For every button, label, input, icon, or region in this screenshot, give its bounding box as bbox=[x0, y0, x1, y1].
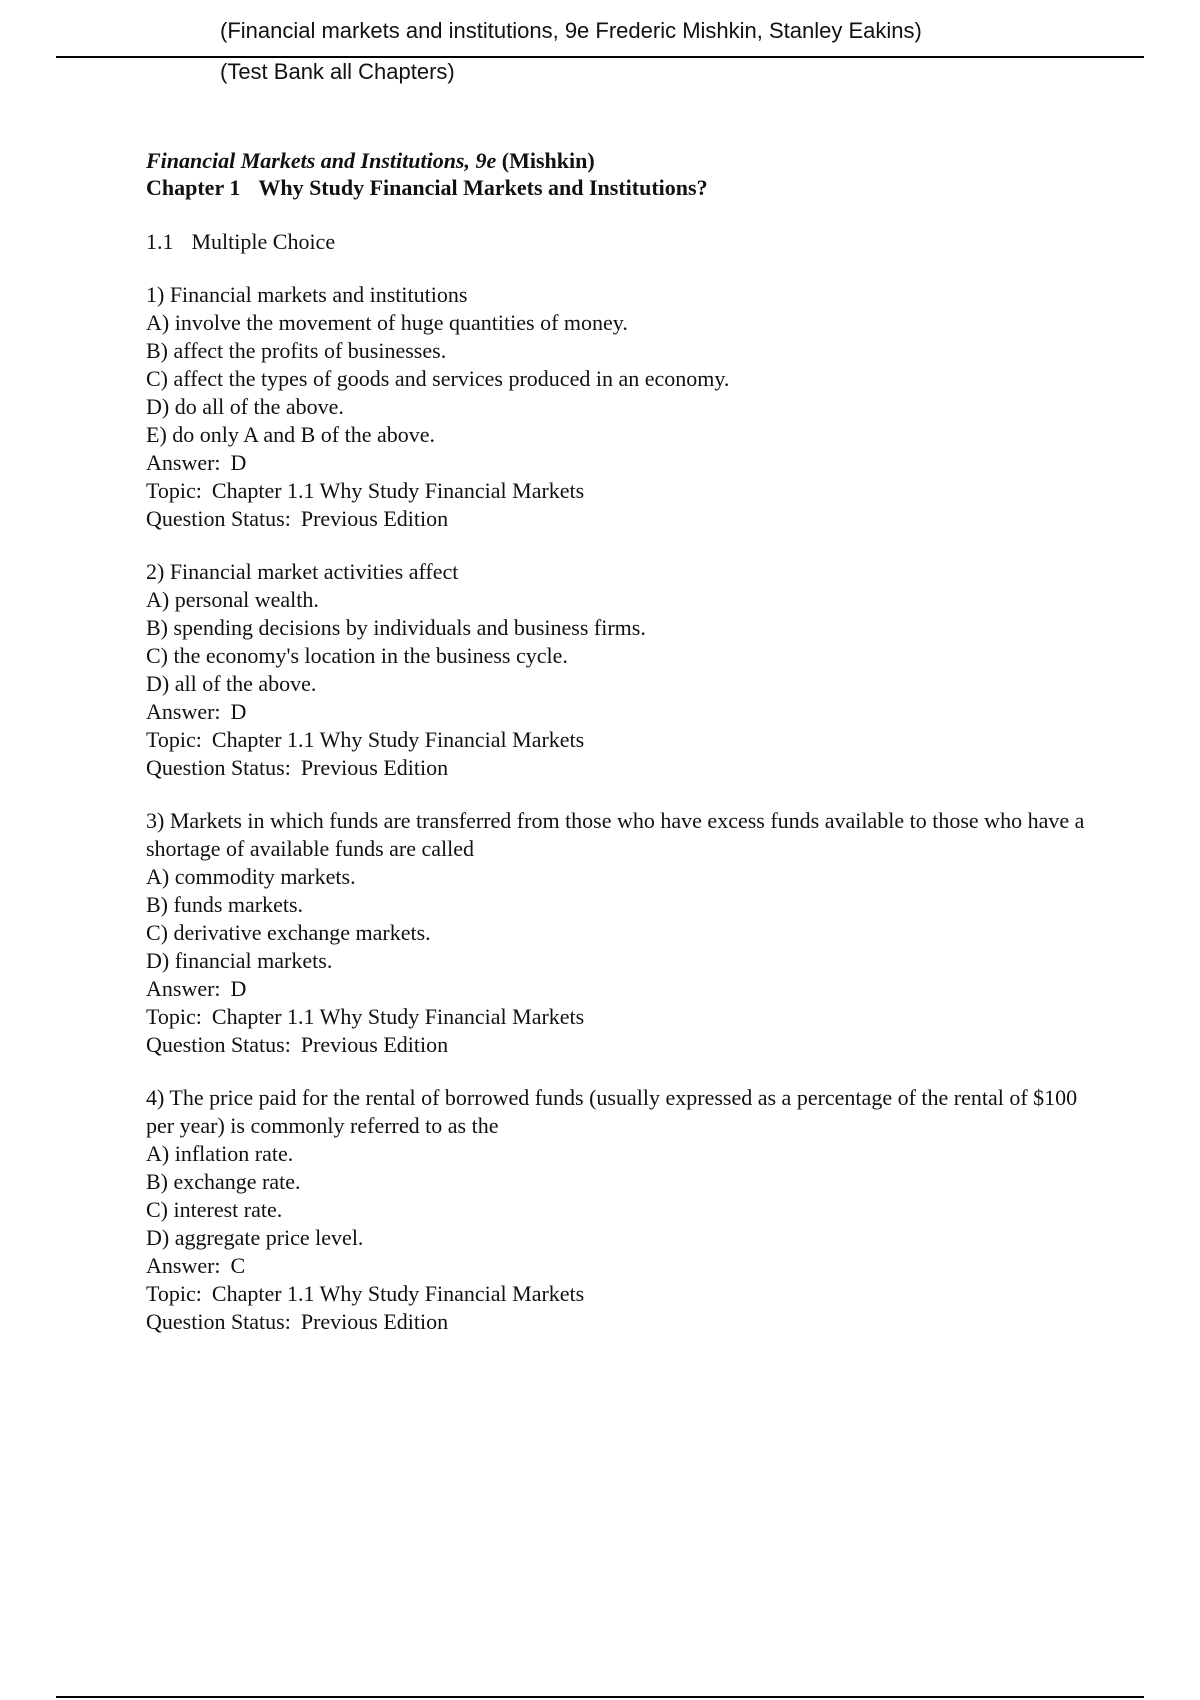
section-title: Multiple Choice bbox=[191, 229, 336, 254]
question-4 bbox=[146, 1084, 1086, 1336]
chapter-title bbox=[146, 174, 1086, 201]
page-header-subtitle: (Test Bank all Chapters) bbox=[220, 59, 455, 84]
topic-line bbox=[146, 1280, 1086, 1308]
topic-value: Chapter 1.1 Why Study Financial Markets bbox=[211, 1004, 585, 1029]
answer-option-c: C) affect the types of goods and services produced in an economy. bbox=[146, 366, 730, 391]
status-line bbox=[146, 1308, 1086, 1336]
topic-label: Topic: bbox=[146, 1281, 202, 1306]
topic-label: Topic: bbox=[146, 1004, 202, 1029]
question-1 bbox=[146, 281, 1086, 533]
answer-line bbox=[146, 449, 1086, 477]
section-number: 1.1 bbox=[146, 229, 174, 254]
answer-label: Answer: bbox=[146, 699, 221, 724]
status-line bbox=[146, 1031, 1086, 1059]
answer-option-b: B) affect the profits of businesses. bbox=[146, 338, 447, 363]
answer-option-e: E) do only A and B of the above. bbox=[146, 422, 436, 447]
status-value: Previous Edition bbox=[300, 506, 449, 531]
book-title bbox=[146, 147, 1086, 174]
footer-divider bbox=[56, 1696, 1144, 1698]
topic-value: Chapter 1.1 Why Study Financial Markets bbox=[211, 727, 585, 752]
chapter-label: Chapter 1 bbox=[146, 175, 241, 200]
answer-line bbox=[146, 975, 1086, 1003]
answer-option-c: C) derivative exchange markets. bbox=[146, 920, 431, 945]
answer-label: Answer: bbox=[146, 1253, 221, 1278]
status-label: Question Status: bbox=[146, 1309, 291, 1334]
status-value: Previous Edition bbox=[300, 755, 449, 780]
answer-value: D bbox=[230, 450, 247, 475]
status-label: Question Status: bbox=[146, 506, 291, 531]
chapter-name: Why Study Financial Markets and Institutions? bbox=[258, 175, 708, 200]
status-label: Question Status: bbox=[146, 1032, 291, 1057]
answer-option-b: B) spending decisions by individuals and business firms. bbox=[146, 615, 646, 640]
question-3 bbox=[146, 807, 1086, 1059]
topic-line bbox=[146, 477, 1086, 505]
answer-option-a: A) commodity markets. bbox=[146, 864, 356, 889]
topic-value: Chapter 1.1 Why Study Financial Markets bbox=[211, 478, 585, 503]
question-stem: 1) Financial markets and institutions bbox=[146, 282, 468, 307]
topic-label: Topic: bbox=[146, 478, 202, 503]
topic-line bbox=[146, 726, 1086, 754]
question-stem: 4) The price paid for the rental of borrowed funds (usually expressed as a percentage of the rental of $100 per year) is commonly referred to as the bbox=[146, 1085, 1078, 1138]
answer-option-b: B) funds markets. bbox=[146, 892, 304, 917]
page-header-title: (Financial markets and institutions, 9e Frederic Mishkin, Stanley Eakins) bbox=[220, 18, 922, 43]
answer-value: D bbox=[230, 699, 247, 724]
topic-label: Topic: bbox=[146, 727, 202, 752]
answer-option-d: D) aggregate price level. bbox=[146, 1225, 364, 1250]
status-line bbox=[146, 754, 1086, 782]
answer-option-d: D) financial markets. bbox=[146, 948, 333, 973]
answer-label: Answer: bbox=[146, 450, 221, 475]
status-value: Previous Edition bbox=[300, 1032, 449, 1057]
book-title-author: (Mishkin) bbox=[501, 148, 595, 173]
status-value: Previous Edition bbox=[300, 1309, 449, 1334]
answer-line bbox=[146, 698, 1086, 726]
question-2 bbox=[146, 558, 1086, 782]
answer-option-c: C) interest rate. bbox=[146, 1197, 283, 1222]
answer-label: Answer: bbox=[146, 976, 221, 1001]
question-stem: 3) Markets in which funds are transferred from those who have excess funds available to those who have a shortage of available funds are called bbox=[146, 808, 1085, 861]
status-label: Question Status: bbox=[146, 755, 291, 780]
answer-option-d: D) all of the above. bbox=[146, 671, 317, 696]
question-stem: 2) Financial market activities affect bbox=[146, 559, 459, 584]
answer-option-c: C) the economy's location in the business cycle. bbox=[146, 643, 568, 668]
answer-option-a: A) involve the movement of huge quantities of money. bbox=[146, 310, 628, 335]
answer-option-b: B) exchange rate. bbox=[146, 1169, 301, 1194]
answer-value: C bbox=[230, 1253, 246, 1278]
book-title-italic: Financial Markets and Institutions, 9e bbox=[146, 148, 497, 173]
answer-line bbox=[146, 1252, 1086, 1280]
answer-option-a: A) inflation rate. bbox=[146, 1141, 294, 1166]
document-body bbox=[146, 147, 1086, 1336]
status-line bbox=[146, 505, 1086, 533]
answer-option-d: D) do all of the above. bbox=[146, 394, 344, 419]
answer-value: D bbox=[230, 976, 247, 1001]
topic-value: Chapter 1.1 Why Study Financial Markets bbox=[211, 1281, 585, 1306]
section-heading bbox=[146, 228, 1086, 256]
answer-option-a: A) personal wealth. bbox=[146, 587, 319, 612]
topic-line bbox=[146, 1003, 1086, 1031]
